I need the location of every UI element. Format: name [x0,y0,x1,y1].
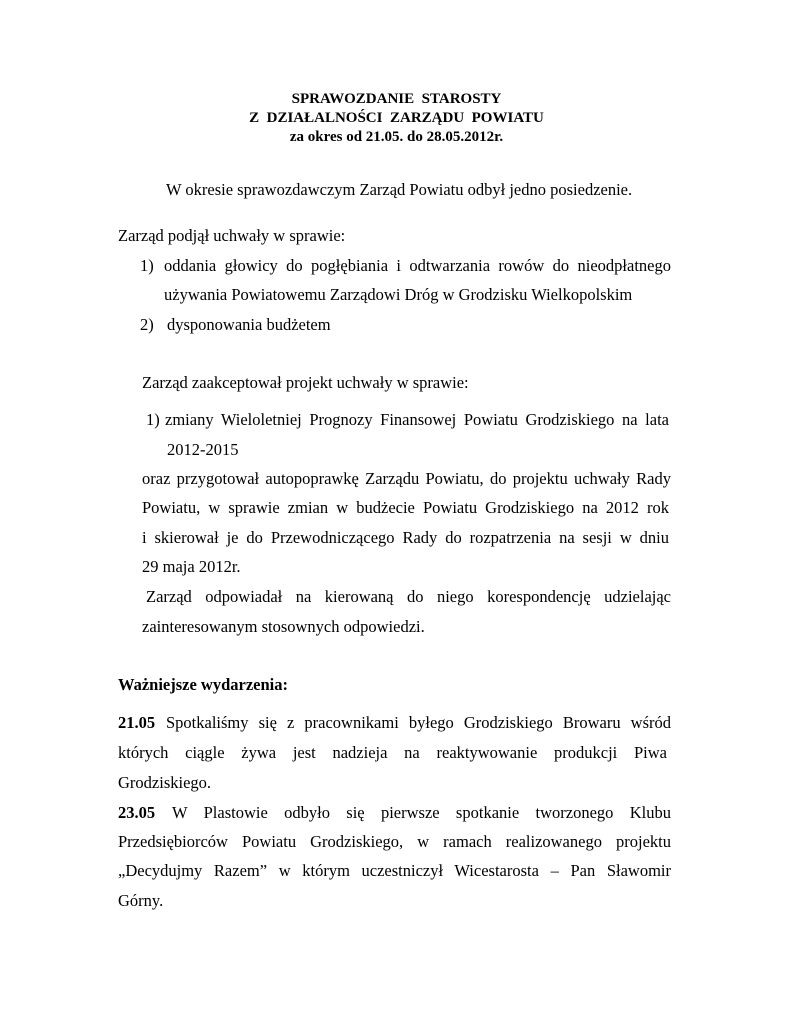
event-2-line-2: Przedsiębiorców Powiatu Grodziskiego, w ramach realizowanego projektu [118,832,671,851]
events-heading: Ważniejsze wydarzenia: [118,675,289,694]
report-title [0,90,793,147]
event-2-line-1: W Plastowie odbyło się pierwsze spotkanie tworzonego Klubu [172,803,671,822]
autopoprawka-line-4: 29 maja 2012r. [142,557,241,576]
event-1-line-1: Spotkaliśmy się z pracownikami byłego Grodziskiego Browaru wśród [166,713,671,732]
resolution-item-1-line-2: używania Powiatowemu Zarządowi Dróg w Grodzisku Wielkopolskim [164,285,633,304]
autopoprawka-line-2: Powiatu, w sprawie zmian w budżecie Powiatu Grodziskiego na 2012 rok [142,498,669,517]
accepted-item-1-number: 1) [146,410,160,429]
intro-paragraph: W okresie sprawozdawczym Zarząd Powiatu odbył jedno posiedzenie. [166,180,633,199]
event-1-line-3: Grodziskiego. [118,773,212,792]
correspondence-line-1: Zarząd odpowiadał na kierowaną do niego korespondencję udzielając [146,587,671,606]
event-2-line-4: Górny. [118,891,164,910]
accepted-heading: Zarząd zaakceptował projekt uchwały w sprawie: [142,373,469,392]
accepted-item-1-line-2: 2012-2015 [167,440,239,459]
resolution-item-2-text: dysponowania budżetem [167,315,331,334]
resolution-item-2-number: 2) [140,315,154,334]
autopoprawka-line-3: i skierował je do Przewodniczącego Rady do rozpatrzenia na sesji w dniu [142,528,669,547]
event-2-date: 23.05 [118,803,156,822]
event-1-line-2: których ciągle żywa jest nadzieja na reaktywowanie produkcji Piwa [118,743,667,762]
resolution-item-1-number: 1) [140,256,154,275]
autopoprawka-line-1: oraz przygotował autopoprawkę Zarządu Powiatu, do projektu uchwały Rady [142,469,671,488]
title-line-3: za okres od 21.05. do 28.05.2012r. [289,129,504,145]
event-2-line-3: „Decydujmy Razem” w którym uczestniczył Wicestarosta – Pan Sławomir [118,861,671,880]
title-line-2: Z DZIAŁALNOŚCI ZARZĄDU POWIATU [249,110,544,126]
resolution-item-1-line-1: oddania głowicy do pogłębiania i odtwarzania rowów do nieodpłatnego [164,256,671,275]
correspondence-line-2: zainteresowanym stosownych odpowiedzi. [142,617,425,636]
title-line-1: SPRAWOZDANIE STAROSTY [291,91,502,107]
resolutions-heading: Zarząd podjął uchwały w sprawie: [118,226,346,245]
accepted-item-1-line-1: zmiany Wieloletniej Prognozy Finansowej Powiatu Grodziskiego na lata [165,410,669,429]
event-1-date: 21.05 [118,713,156,732]
